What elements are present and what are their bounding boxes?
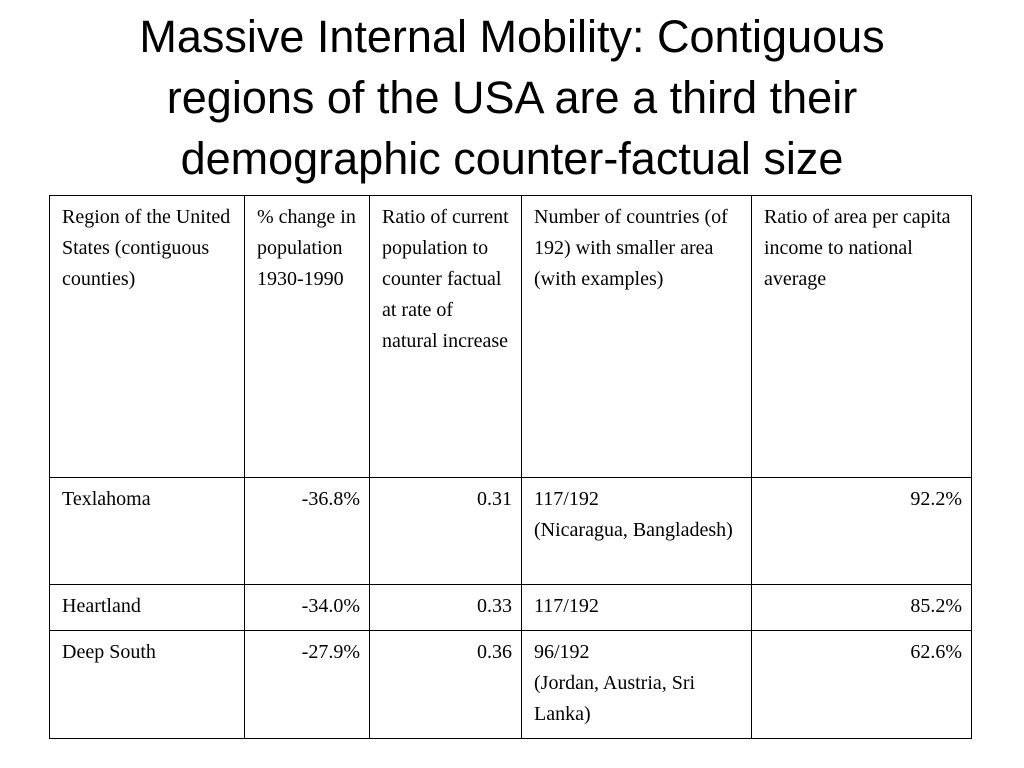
income-ratio-cell: 92.2% [752, 478, 972, 585]
region-cell: Heartland [50, 585, 245, 631]
regions-table [49, 195, 972, 739]
header-income-ratio: Ratio of area per capita income to national average [752, 196, 972, 478]
header-countries: Number of countries (of 192) with smaller area (with examples) [522, 196, 752, 478]
pct-change-cell: -36.8% [245, 478, 370, 585]
countries-examples: (Jordan, Austria, Sri Lanka) [534, 672, 696, 725]
income-ratio-cell: 62.6% [752, 631, 972, 739]
header-region: Region of the United States (contiguous counties) [50, 196, 245, 478]
countries-cell [522, 631, 752, 739]
countries-count: 117/192 [534, 488, 599, 510]
pct-change-cell: -27.9% [245, 631, 370, 739]
table-row [50, 631, 972, 739]
ratio-cell: 0.36 [370, 631, 522, 739]
slide-title [0, 6, 1024, 189]
title-line-1: Massive Internal Mobility: Contiguous [139, 11, 885, 62]
title-line-2: regions of the USA are a third their [166, 72, 858, 123]
table-header-row [50, 196, 972, 478]
table-row [50, 585, 972, 631]
header-ratio: Ratio of current population to counter factual at rate of natural increase [370, 196, 522, 478]
ratio-cell: 0.31 [370, 478, 522, 585]
countries-cell [522, 478, 752, 585]
countries-cell [522, 585, 752, 631]
header-pct-change: % change in population 1930-1990 [245, 196, 370, 478]
countries-count: 117/192 [534, 595, 599, 617]
region-cell: Texlahoma [50, 478, 245, 585]
pct-change-cell: -34.0% [245, 585, 370, 631]
income-ratio-cell: 85.2% [752, 585, 972, 631]
title-line-3: demographic counter-factual size [180, 133, 844, 184]
table-row [50, 478, 972, 585]
region-cell: Deep South [50, 631, 245, 739]
countries-examples: (Nicaragua, Bangladesh) [534, 519, 733, 541]
ratio-cell: 0.33 [370, 585, 522, 631]
countries-count: 96/192 [534, 641, 590, 663]
